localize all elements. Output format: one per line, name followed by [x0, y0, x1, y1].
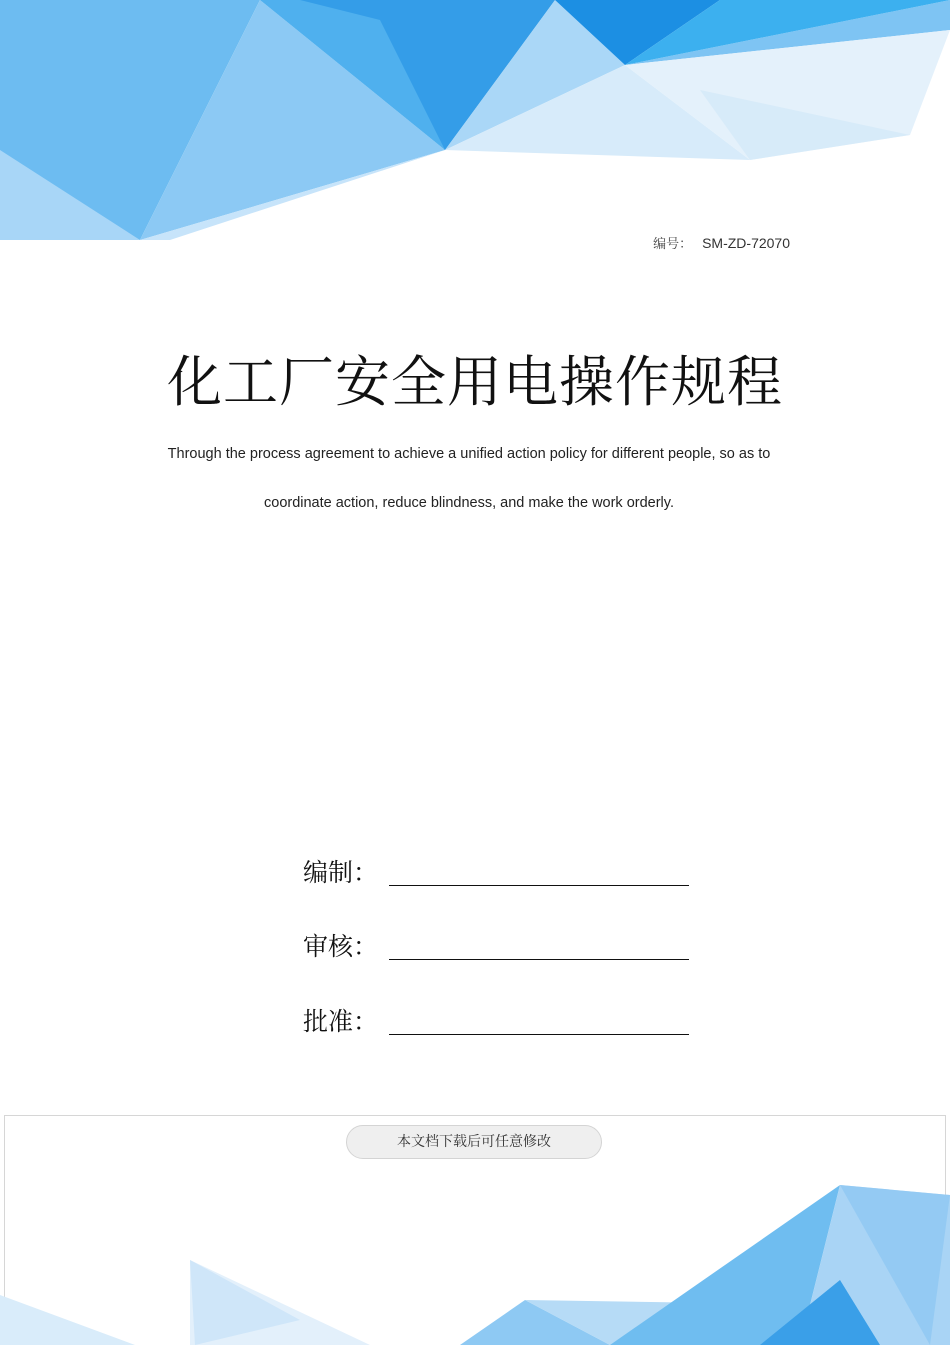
document-number	[620, 233, 790, 252]
signature-row-review	[303, 927, 703, 967]
compile-label: 编制：	[303, 858, 379, 887]
subtitle-line-2: coordinate action, reduce blindness, and make the work orderly.	[264, 495, 674, 511]
document-number-label: 编号：	[653, 237, 693, 252]
document-number-value: SM-ZD-72070	[702, 235, 790, 251]
approve-signature-line	[389, 1034, 689, 1035]
compile-signature-line	[389, 885, 689, 886]
approve-label: 批准：	[303, 1007, 379, 1036]
review-signature-line	[389, 959, 689, 960]
signature-row-compile	[303, 853, 703, 893]
signature-row-approve	[303, 1002, 703, 1042]
editable-notice-badge: 本文档下载后可任意修改	[346, 1125, 602, 1159]
header-decoration	[0, 0, 950, 250]
review-label: 审核：	[303, 932, 379, 961]
subtitle-line-1: Through the process agreement to achieve a unified action policy for different people, so as to	[167, 446, 771, 462]
footer-decoration	[0, 1180, 950, 1345]
document-title: 化工厂安全用电操作规程	[166, 350, 783, 414]
